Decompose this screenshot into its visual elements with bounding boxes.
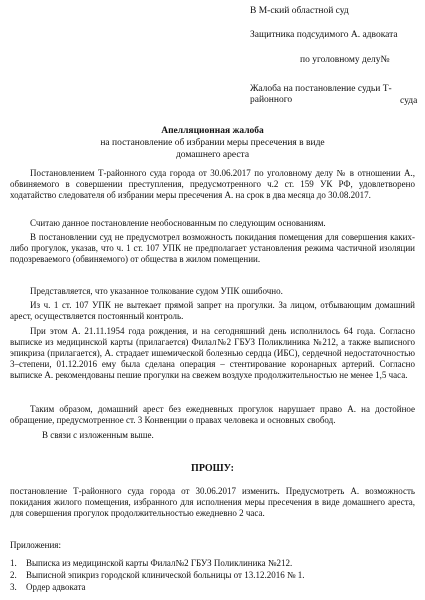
attachment-text: Выписка из медицинской карты Филал№2 ГБУЗ Поликлиника №212. xyxy=(26,558,293,568)
attachment-number: 3. xyxy=(10,582,17,592)
paragraph-2: Считаю данное постановление необоснованным по следующим основаниям. xyxy=(30,218,326,228)
paragraph-1: Постановлением Т-районного суда города от 30.06.2017 по уголовному делу № в отношении А., обвиняемого в совершении преступления, предусмотренного ч.2 ст. 159 УК РФ, удовлетворено ходатайство следователя об избрании меры пресечения А. на срок в два месяца до 30.08.2017. xyxy=(10,168,415,200)
case-number: по уголовному делу№ xyxy=(300,55,390,65)
attachment-text: Выписной эпикриз городской клинической больницы от 13.12.2016 № 1. xyxy=(26,570,305,580)
attachment-text: Ордер адвоката xyxy=(26,582,86,592)
document-subtitle-line-1: на постановление об избрании меры пресечения в виде xyxy=(100,138,325,148)
paragraph-4: Представляется, что указанное толкование судом УПК ошибочно. xyxy=(30,286,283,296)
paragraph-6: При этом А. 21.11.1954 года рождения, и на сегодняшний день исполнилось 64 года. Согласно выписке из медицинской карты (прилагается) Филал№2 ГБУЗ Поликлиника №212, а также выписного эпикриза (прилагается), А. страдает ишемической болезнью сердца (ИБС), сердечной недостаточностью 3–степени, 01.12.2016 ему была сделана операция – стентирование коронарных артерий. Согласно выписке А. рекомендованы пешие прогулки на свежем воздухе продолжительностью не менее 1,5 часа. xyxy=(10,326,415,380)
document-subtitle-line-2: домашнего ареста xyxy=(175,150,250,160)
attachments-heading: Приложения: xyxy=(10,540,61,550)
paragraph-8: В связи с изложенным выше. xyxy=(42,430,154,440)
paragraph-3: В постановлении суд не предусмотрел возможность покидания помещения для совершения каких-либо прогулок, указав, что ч. 1 ст. 107 УПК не предполагает установления режима частичной изоляции подозреваемого (обвиняемого) от общества в жилом помещении. xyxy=(10,232,415,264)
addressee-defender: Защитника подсудимого А. адвоката xyxy=(250,30,398,40)
document-title: Апелляционная жалоба xyxy=(161,126,264,136)
attachment-item xyxy=(10,558,415,569)
attachment-number: 2. xyxy=(10,570,17,580)
paragraph-7: Таким образом, домашний арест без ежедневных прогулок нарушает право А. на достойное обращение, предусмотренное ст. 3 Конвенции о правах человека и основных свобод. xyxy=(10,404,415,425)
attachment-item xyxy=(10,582,415,593)
attachment-item xyxy=(10,570,415,581)
complaint-subject-line-1: Жалоба на постановление судьи Т-районного xyxy=(250,84,392,105)
request-heading: ПРОШУ: xyxy=(191,463,234,474)
paragraph-5: Из ч. 1 ст. 107 УПК не вытекает прямой запрет на прогулки. За лицом, отбывающим домашний арест, осуществляется постоянный контроль. xyxy=(10,300,415,321)
attachment-number: 1. xyxy=(10,558,17,568)
complaint-subject-line-2: суда xyxy=(400,96,418,106)
request-text: постановление Т-районного суда города от 30.06.2017 изменить. Предусмотреть А. возможность покидания жилого помещения, избранного для исполнения меры пресечения в виде домашнего ареста, для совершения прогулок продолжительностью ежедневно 2 часа. xyxy=(10,486,415,518)
addressee-court: В М-ский областной суд xyxy=(250,6,349,16)
